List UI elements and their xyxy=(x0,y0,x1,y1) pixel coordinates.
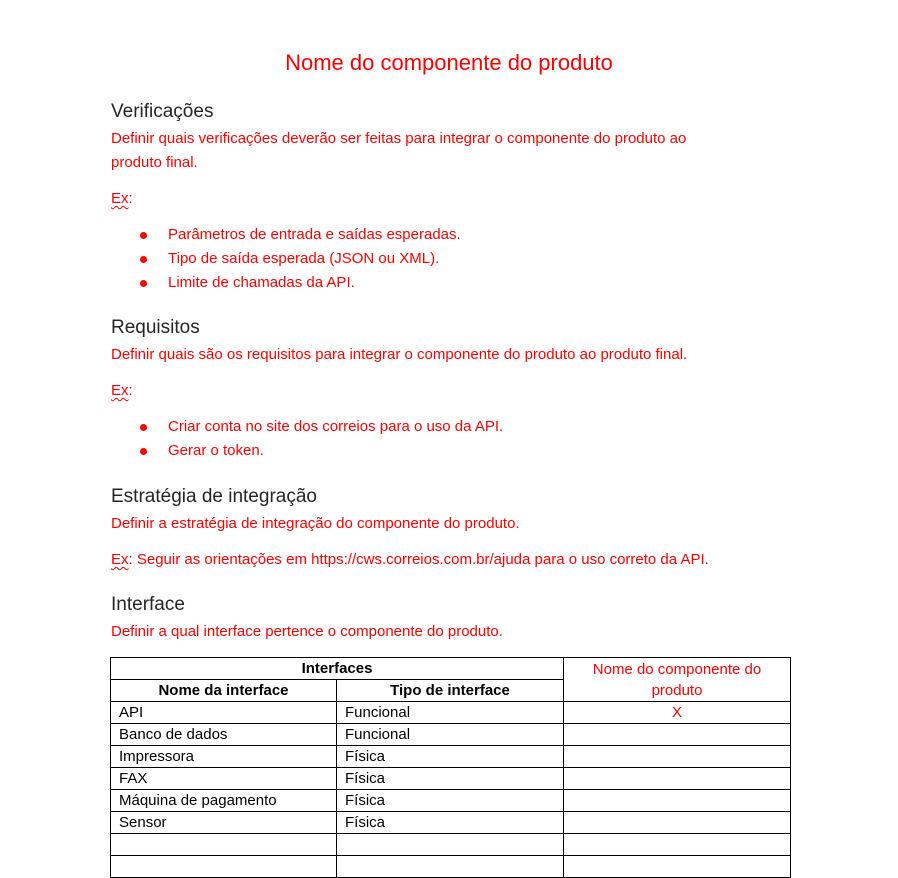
component-column-header: Nome do componente do produto xyxy=(564,658,791,702)
interfaces-group-header: Interfaces xyxy=(111,658,564,680)
heading-estrategia: Estratégia de integração xyxy=(111,486,317,507)
ex-label: Ex xyxy=(111,382,129,399)
heading-interface: Interface xyxy=(111,594,185,615)
verificacoes-example-label xyxy=(111,187,133,211)
component-mark-cell[interactable] xyxy=(564,790,791,812)
verificacoes-list xyxy=(139,223,461,295)
table-row xyxy=(111,702,791,724)
interface-name-cell[interactable]: Impressora xyxy=(111,746,337,768)
list-item xyxy=(139,439,503,463)
interface-type-cell[interactable]: Física xyxy=(337,768,564,790)
document-title: Nome do componente do produto xyxy=(285,50,613,75)
interface-description: Definir a qual interface pertence o componente do produto. xyxy=(111,623,503,640)
table-row xyxy=(111,768,791,790)
interface-name-cell[interactable] xyxy=(111,834,337,856)
interface-name-cell[interactable]: FAX xyxy=(111,768,337,790)
ex-colon: : xyxy=(128,190,133,207)
table-group-header-row xyxy=(111,658,791,680)
component-mark-cell[interactable]: X xyxy=(564,702,791,724)
verificacoes-description-line1: Definir quais verificações deverão ser feitas para integrar o componente do produto ao xyxy=(111,130,687,147)
interface-name-cell[interactable]: Máquina de pagamento xyxy=(111,790,337,812)
ex-label: Ex xyxy=(111,190,129,207)
table-row xyxy=(111,724,791,746)
bullet-icon xyxy=(140,280,147,287)
list-item-text: Gerar o token. xyxy=(168,442,264,459)
verificacoes-description-line2: produto final. xyxy=(111,154,198,171)
interface-name-header: Nome da interface xyxy=(111,680,337,702)
interface-type-cell[interactable]: Física xyxy=(337,790,564,812)
list-item xyxy=(139,415,503,439)
interface-type-cell[interactable]: Funcional xyxy=(337,702,564,724)
list-item xyxy=(139,271,461,295)
component-mark-cell[interactable] xyxy=(564,768,791,790)
component-mark-cell[interactable] xyxy=(564,834,791,856)
requisitos-example-label xyxy=(111,379,133,403)
list-item xyxy=(139,223,461,247)
interfaces-table xyxy=(110,657,791,878)
ex-colon: : xyxy=(128,382,133,399)
requisitos-description: Definir quais são os requisitos para integrar o componente do produto ao produto final. xyxy=(111,346,688,363)
requisitos-list xyxy=(139,415,503,463)
list-item-text: Tipo de saída esperada (JSON ou XML). xyxy=(168,250,440,267)
interface-type-cell[interactable]: Física xyxy=(337,746,564,768)
table-row xyxy=(111,746,791,768)
component-mark-cell[interactable] xyxy=(564,746,791,768)
list-item xyxy=(139,247,461,271)
bullet-icon xyxy=(140,232,147,239)
heading-verificacoes: Verificações xyxy=(111,101,214,122)
interface-name-cell[interactable]: Banco de dados xyxy=(111,724,337,746)
interface-type-cell[interactable] xyxy=(337,834,564,856)
estrategia-example xyxy=(111,548,709,572)
interface-type-header: Tipo de interface xyxy=(337,680,564,702)
interface-name-cell[interactable]: API xyxy=(111,702,337,724)
list-item-text: Parâmetros de entrada e saídas esperadas. xyxy=(168,226,461,243)
estrategia-description: Definir a estratégia de integração do componente do produto. xyxy=(111,515,520,532)
bullet-icon xyxy=(140,424,147,431)
interface-type-cell[interactable]: Física xyxy=(337,812,564,834)
bullet-icon xyxy=(140,448,147,455)
table-row xyxy=(111,834,791,856)
component-mark-cell[interactable] xyxy=(564,724,791,746)
table-row xyxy=(111,790,791,812)
estrategia-example-text: : Seguir as orientações em https://cws.correios.com.br/ajuda para o uso correto da API. xyxy=(128,551,709,568)
interface-type-cell[interactable]: Funcional xyxy=(337,724,564,746)
bullet-icon xyxy=(140,256,147,263)
interface-name-cell[interactable]: Sensor xyxy=(111,812,337,834)
table-row xyxy=(111,812,791,834)
list-item-text: Limite de chamadas da API. xyxy=(168,274,355,291)
ex-label: Ex xyxy=(111,551,129,568)
list-item-text: Criar conta no site dos correios para o uso da API. xyxy=(168,418,504,435)
heading-requisitos: Requisitos xyxy=(111,317,200,338)
component-mark-cell[interactable] xyxy=(564,812,791,834)
